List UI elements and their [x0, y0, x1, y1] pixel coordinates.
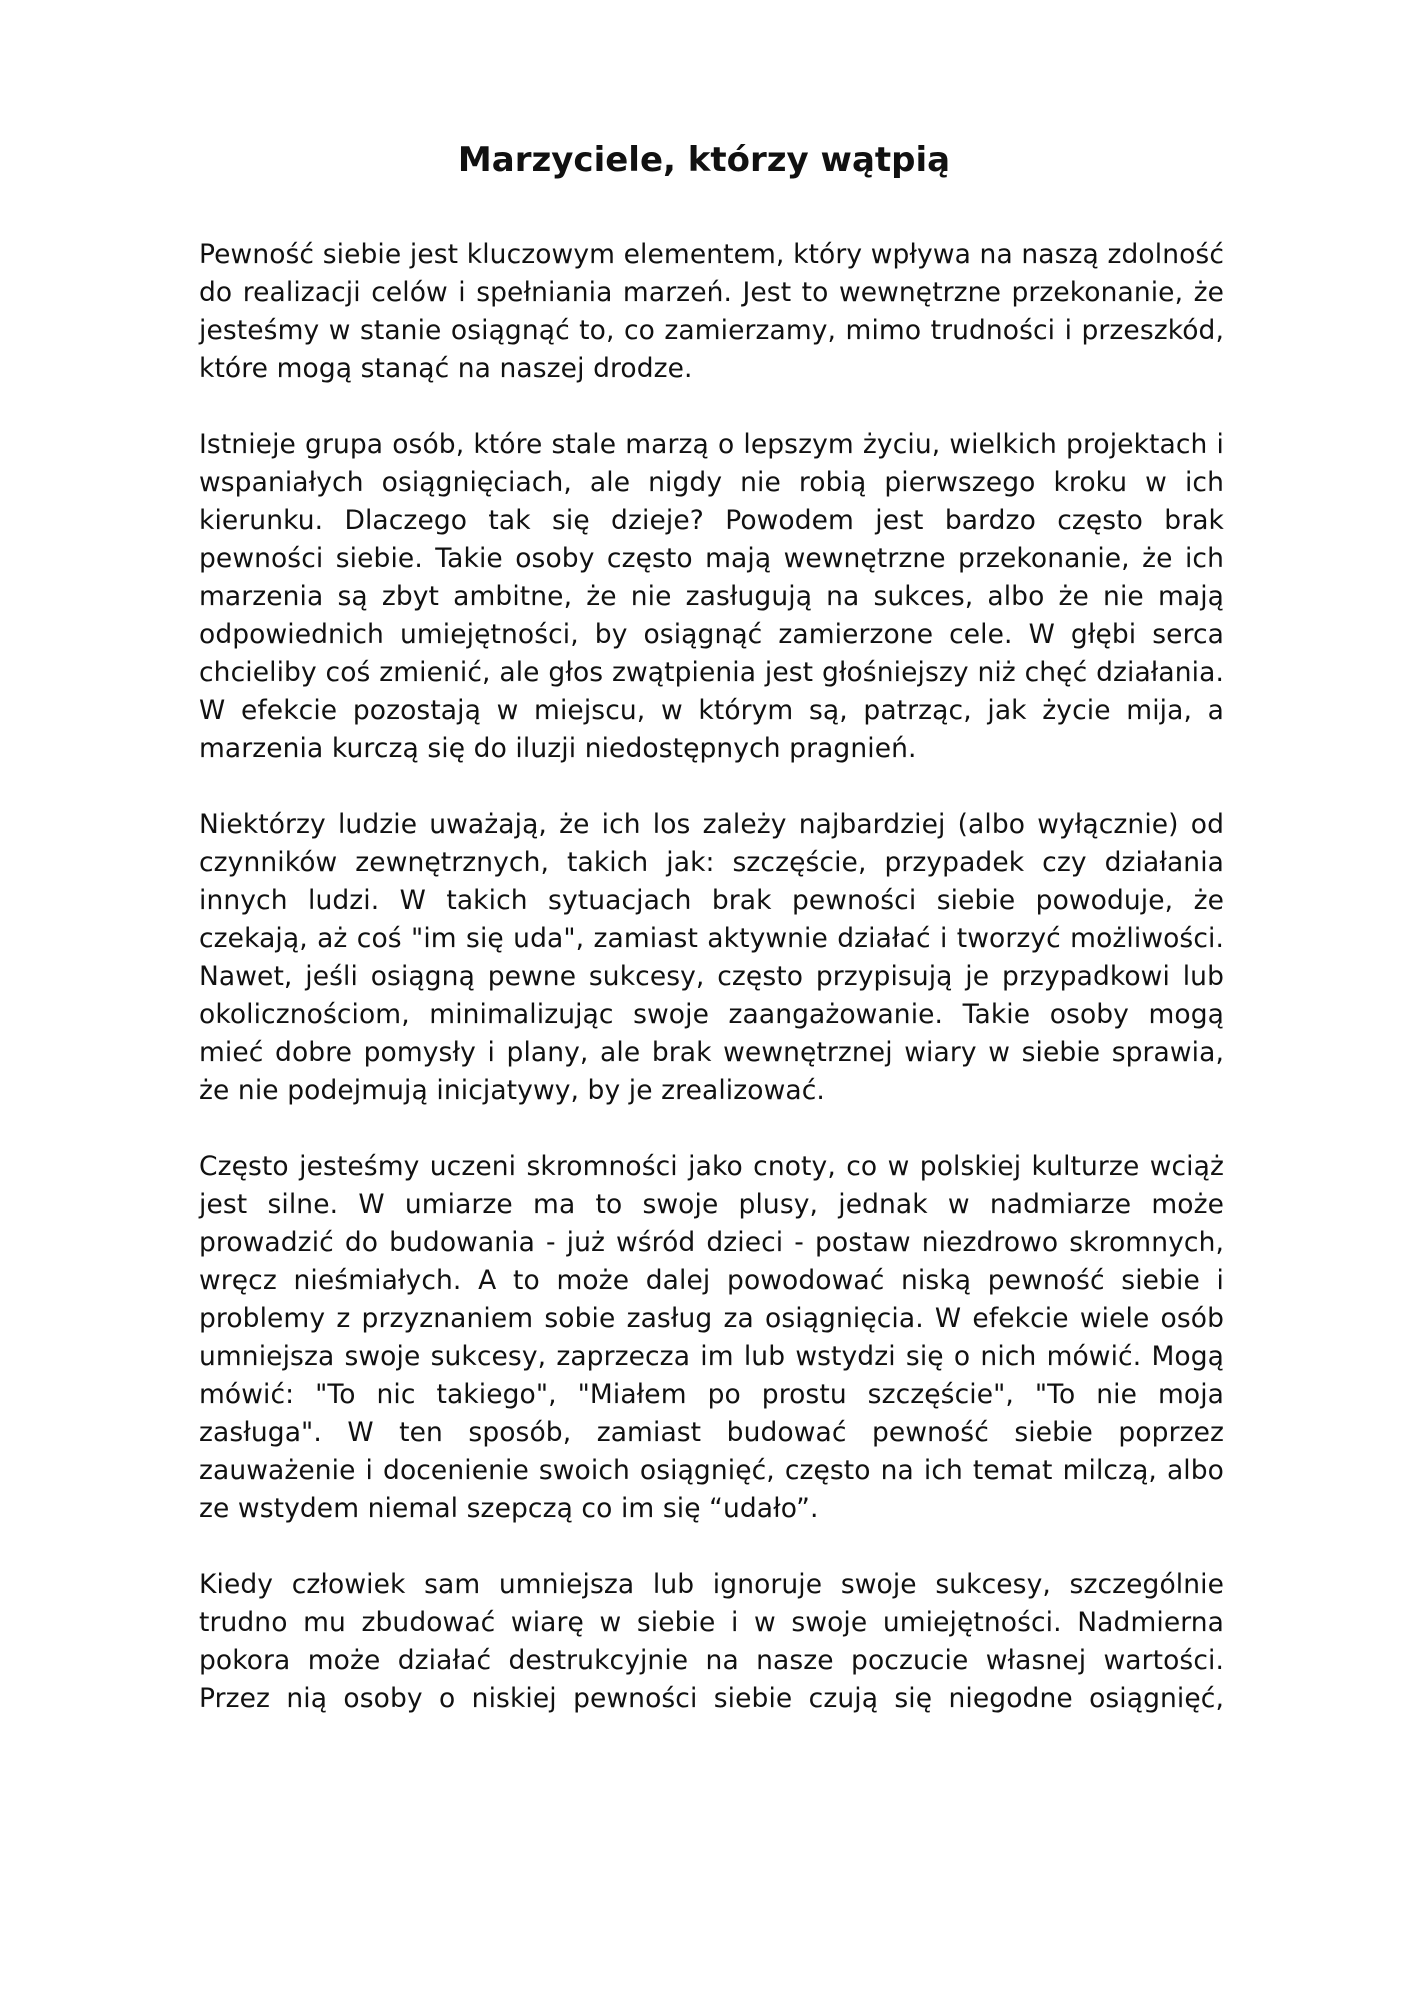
document-title: Marzyciele, którzy wątpią: [457, 140, 951, 180]
paragraph: Istnieje grupa osób, które stale marzą o lepszym życiu, wielkich projektach i wspaniałych osiągnięciach, ale nigdy nie robią pierwszego kroku w ich kierunku. Dlaczego tak się dzieje? Powodem jest bardzo często brak pewności siebie. Takie osoby często mają wewnętrzne przekonanie, że ich marzenia są zbyt ambitne, że nie zasługują na sukces, albo że nie mają odpowiednich umiejętności, by osiągnąć zamierzone cele. W głębi serca chcieliby coś zmienić, ale głos zwątpienia jest głośniejszy niż chęć działania. W efekcie pozostają w miejscu, w którym są, patrząc, jak życie mija, a marzenia kurczą się do iluzji niedostępnych pragnień.: [199, 429, 1224, 764]
paragraph: Pewność siebie jest kluczowym elementem, który wpływa na naszą zdolność do realizacji celów i spełniania marzeń. Jest to wewnętrzne przekonanie, że jesteśmy w stanie osiągnąć to, co zamierzamy, mimo trudności i przeszkód, które mogą stanąć na naszej drodze.: [199, 239, 1224, 384]
paragraph: Kiedy człowiek sam umniejsza lub ignoruje swoje sukcesy, szczególnie trudno mu zbudować wiarę w siebie i w swoje umiejętności. Nadmierna pokora może działać destrukcyjnie na nasze poczucie własnej wartości. Przez nią osoby o niskiej pewności siebie czują się niegodne osiągnięć,: [199, 1569, 1224, 1714]
document-body: [199, 236, 1224, 1718]
paragraph: Często jesteśmy uczeni skromności jako cnoty, co w polskiej kulturze wciąż jest silne. W umiarze ma to swoje plusy, jednak w nadmiarze może prowadzić do budowania - już wśród dzieci - postaw niezdrowo skromnych, wręcz nieśmiałych. A to może dalej powodować niską pewność siebie i problemy z przyznaniem sobie zasług za osiągnięcia. W efekcie wiele osób umniejsza swoje sukcesy, zaprzecza im lub wstydzi się o nich mówić. Mogą mówić: "To nic takiego", "Miałem po prostu szczęście", "To nie moja zasługa". W ten sposób, zamiast budować pewność siebie poprzez zauważenie i docenienie swoich osiągnięć, często na ich temat milczą, albo ze wstydem niemal szepczą co im się “udało”.: [199, 1151, 1224, 1524]
paragraph: Niektórzy ludzie uważają, że ich los zależy najbardziej (albo wyłącznie) od czynników zewnętrznych, takich jak: szczęście, przypadek czy działania innych ludzi. W takich sytuacjach brak pewności siebie powoduje, że czekają, aż coś "im się uda", zamiast aktywnie działać i tworzyć możliwości. Nawet, jeśli osiągną pewne sukcesy, często przypisują je przypadkowi lub okolicznościom, minimalizując swoje zaangażowanie. Takie osoby mogą mieć dobre pomysły i plany, ale brak wewnętrznej wiary w siebie sprawia, że nie podejmują inicjatywy, by je zrealizować.: [199, 809, 1224, 1106]
